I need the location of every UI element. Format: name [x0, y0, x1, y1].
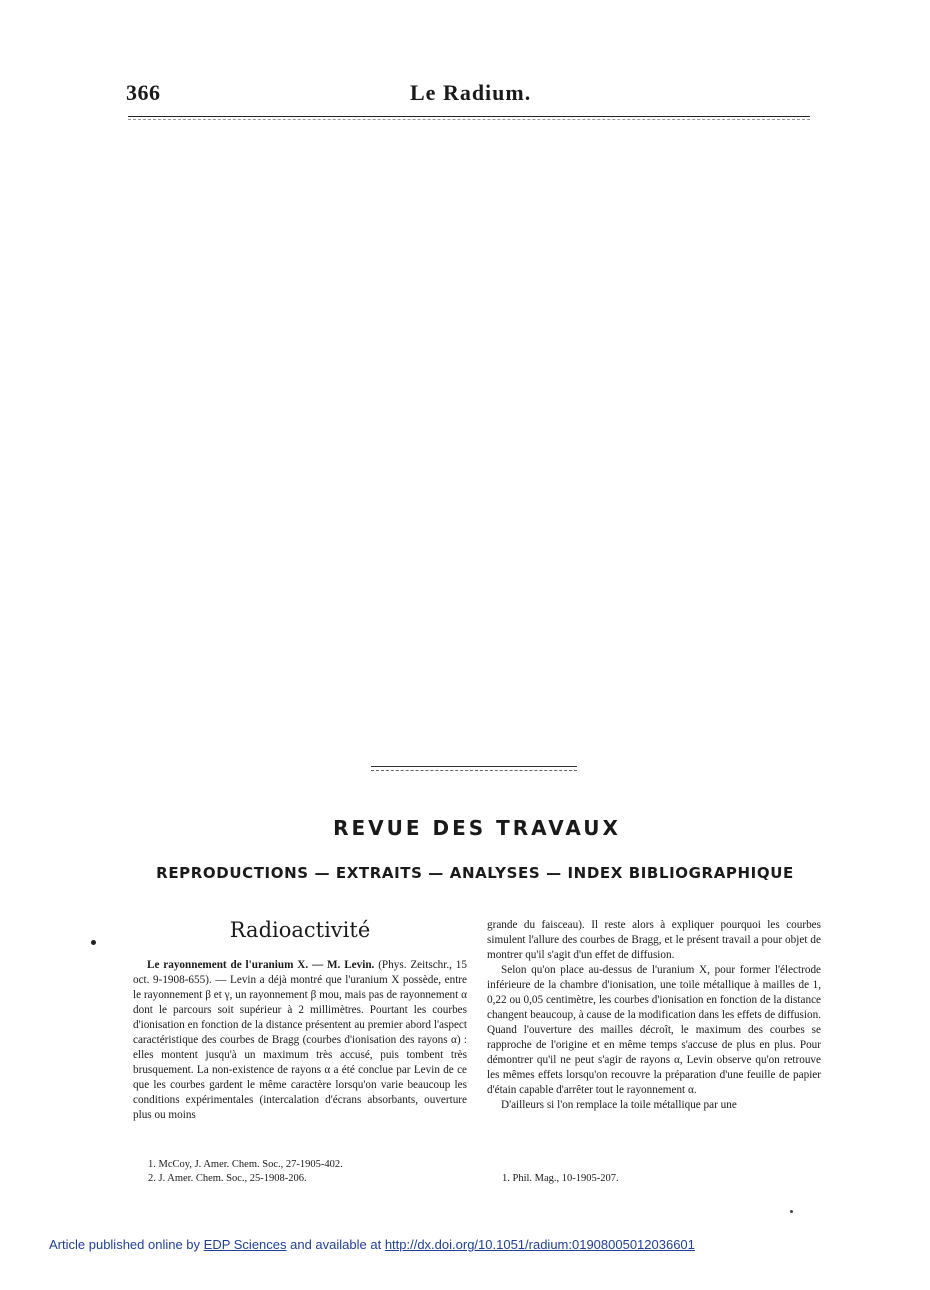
right-paragraph: grande du faisceau). Il reste alors à expliquer pourquoi les courbes simulent l'allure des courbes de Bragg, et le présent travail a pour objet de montrer qu'il s'agit d'un effet de diffusion. — [487, 919, 821, 961]
header-rule-dashed — [128, 119, 810, 120]
section-separator-rule-dashed — [371, 770, 577, 771]
left-paragraph — [133, 958, 467, 1123]
footnote: 1. McCoy, J. Amer. Chem. Soc., 27-1905-402. — [148, 1159, 343, 1170]
margin-mark — [91, 940, 96, 945]
publication-notice — [49, 1237, 695, 1252]
header-rule — [128, 116, 810, 117]
column-heading: Radioactivité — [229, 918, 371, 942]
article-body: (Phys. Zeitschr., 15 oct. 9-1908-655). — Levin a déjà montré que l'uranium X possède, entre le rayonnement β et γ, un rayonnement β mou, mais pas de rayonnement α dont le parcours soit supérieur à 2 millimètres. Pourtant les courbes d'ionisation en fonction de la distance présentent au premier abord l'aspect caractéristique des courbes de Bragg (courbes d'ionisation des rayons α) : elles montent jusqu'à un maximum très accusé, puis tombent très brusquement. La non-existence de rayons α a été conclue par Levin de ce que les courbes gardent le même caractère lorsqu'on varie beaucoup les conditions expérimentales (intercalation d'écrans absorbants, ouverture plus ou moins — [133, 959, 467, 1121]
notice-prefix: Article published online by — [49, 1237, 204, 1252]
right-footnotes — [502, 1172, 802, 1186]
footnote: 2. J. Amer. Chem. Soc., 25-1908-206. — [148, 1173, 307, 1184]
right-column — [487, 918, 821, 1113]
running-title: Le Radium. — [410, 80, 532, 105]
left-footnotes — [148, 1158, 468, 1186]
footnote: 1. Phil. Mag., 10-1905-207. — [502, 1173, 619, 1184]
notice-middle: and available at — [286, 1237, 385, 1252]
right-paragraph: D'ailleurs si l'on remplace la toile métallique par une — [501, 1099, 737, 1111]
doi-link[interactable]: http://dx.doi.org/10.1051/radium:01908005012036601 — [384, 1237, 695, 1252]
right-paragraph: Selon qu'on place au-dessus de l'uranium X, pour former l'électrode inférieure de la chambre d'ionisation, une toile métallique à mailles de 1, 0,22 ou 0,05 centimètre, les courbes d'ionisation en fonction de la distance changent beaucoup, à cause de la modification dans les effets de diffusion. Quand l'ouverture des mailles décroît, le maximum des courbes se rapproche de l'origine et en même temps s'accuse de plus en plus. Pour démontrer qu'il ne peut s'agir de rayons α, Levin observe qu'on retrouve les mêmes effets lorsqu'on recouvre la préparation d'une feuille de papier d'étain capable d'arrêter tout le rayonnement α. — [487, 964, 821, 1096]
section-title: REVUE DES TRAVAUX — [333, 816, 621, 840]
left-column — [133, 958, 467, 1123]
section-separator-rule — [371, 766, 577, 767]
publisher-link[interactable]: EDP Sciences — [203, 1237, 287, 1252]
page-number: 366 — [126, 80, 161, 105]
article-title: Le rayonnement de l'uranium X. — M. Levin. — [147, 959, 375, 971]
section-subtitle: REPRODUCTIONS — EXTRAITS — ANALYSES — INDEX BIBLIOGRAPHIQUE — [156, 864, 794, 882]
margin-mark — [790, 1210, 793, 1213]
